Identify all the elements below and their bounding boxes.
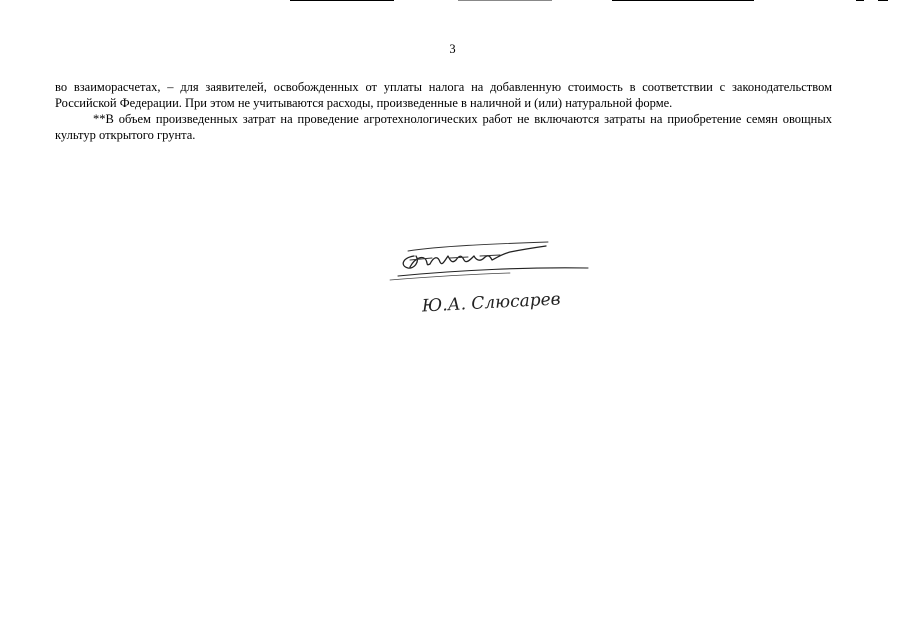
top-edge-rule <box>878 0 888 1</box>
signature-long-line-2 <box>390 273 510 280</box>
signature-long-line <box>398 268 588 276</box>
handwritten-name: Ю.А. Слюсарев <box>421 289 562 317</box>
page-number: 3 <box>449 42 456 56</box>
top-edge-rule <box>290 0 394 1</box>
top-edge-rule <box>612 0 754 1</box>
top-edge-rule <box>856 0 864 1</box>
body-text <box>55 79 832 143</box>
paragraph: во взаиморасчетах, – для заявителей, освобожденных от уплаты налога на добавленную стоимость в соответствии с законодательством Российской Федерации. При этом не учитываются расходы, произведенные в наличной и (или) натуральной форме. <box>55 80 832 110</box>
signature-image <box>380 226 610 326</box>
signature-block <box>380 226 610 326</box>
signature-underline <box>408 242 548 251</box>
paragraph-footnote: **В объем произведенных затрат на проведение агротехнологических работ не включаются затраты на приобретение семян овощных культур открытого грунта. <box>55 112 832 142</box>
top-edge-rule <box>458 0 552 1</box>
